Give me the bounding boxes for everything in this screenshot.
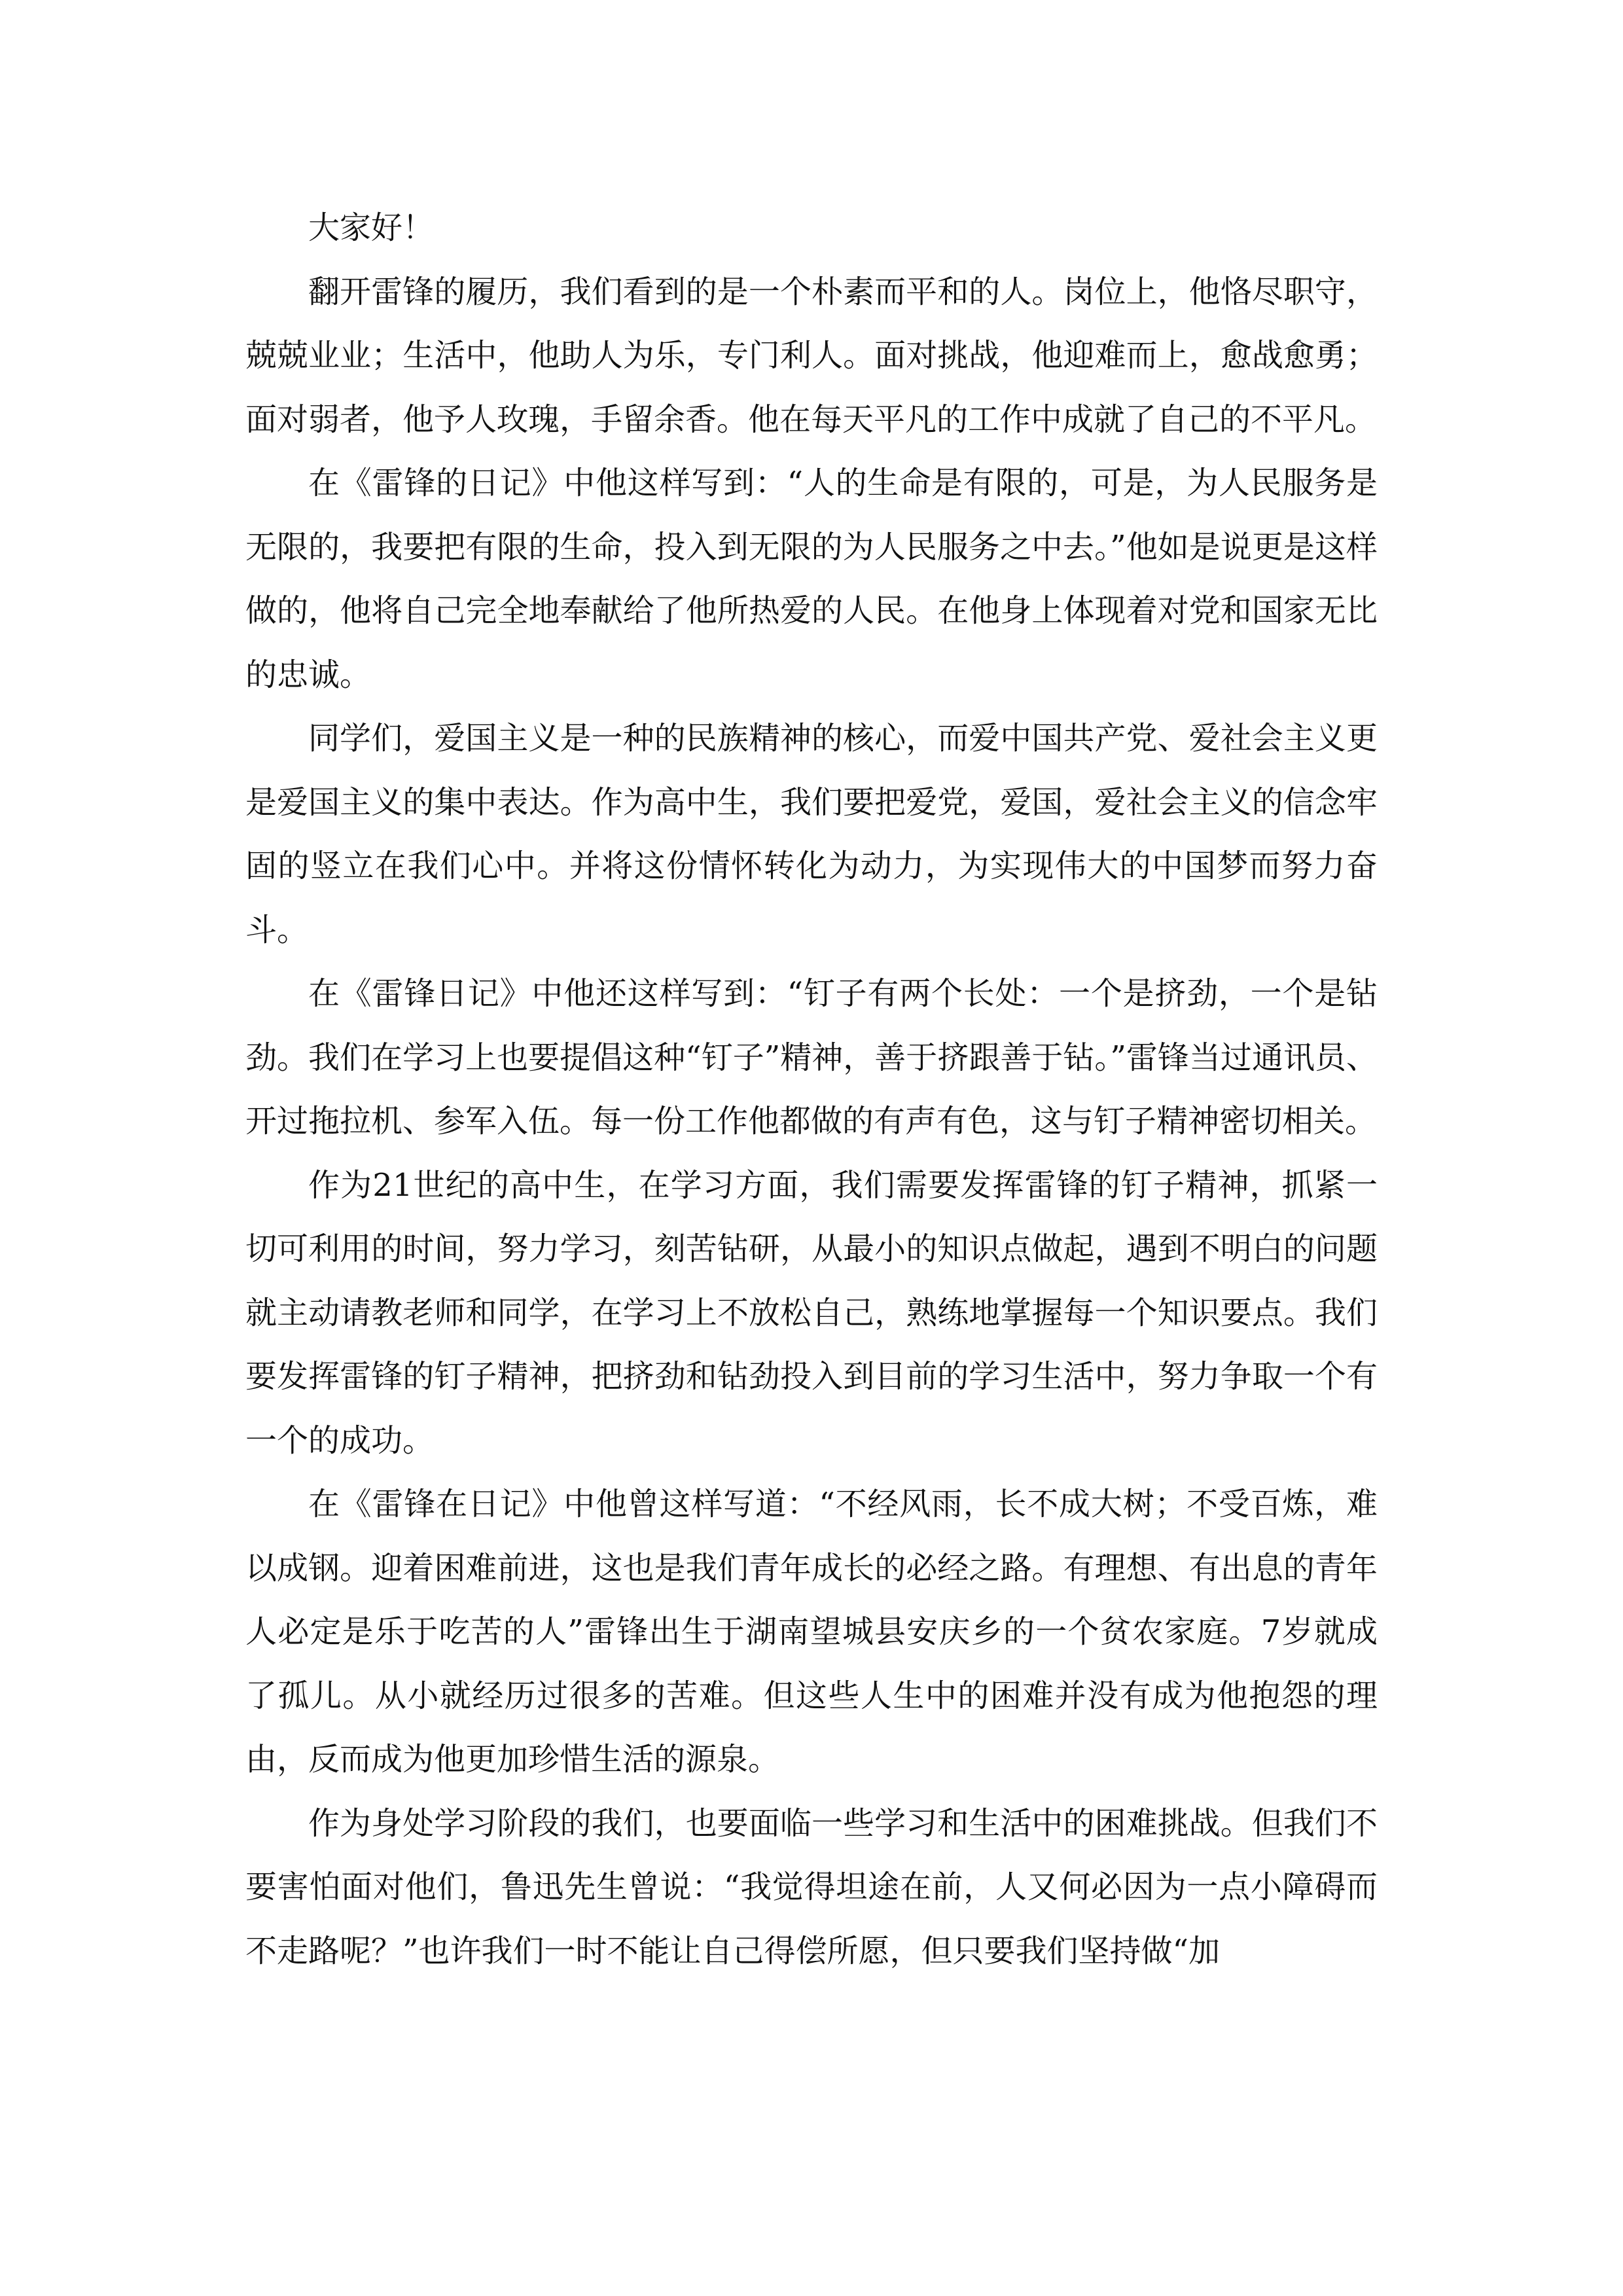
paragraph-diary-quote-3: 在《雷锋在日记》中他曾这样写道：“不经风雨，长不成大树；不受百炼，难以成钢。迎着困难前进，这也是我们青年成长的必经之路。有理想、有出息的青年人必定是乐于吃苦的人”雷锋出生于湖南望城县安庆乡的一个贫农家庭。7岁就成了孤儿。从小就经历过很多的苦难。但这些人生中的困难并没有成为他抱怨的理由，反而成为他更加珍惜生活的源泉。 — [245, 1486, 1378, 1778]
paragraph-diary-quote-2: 在《雷锋日记》中他还这样写到：“钉子有两个长处：一个是挤劲，一个是钻劲。我们在学习上也要提倡这种“钉子”精神，善于挤跟善于钻。”雷锋当过通讯员、开过拖拉机、参军入伍。每一份工作他都做的有声有色，这与钉子精神密切相关。 — [245, 975, 1378, 1139]
speech-text — [245, 196, 1378, 1983]
paragraph-challenges: 作为身处学习阶段的我们，也要面临一些学习和生活中的困难挑战。但我们不要害怕面对他们，鲁迅先生曾说：“我觉得坦途在前，人又何必因为一点小障碍而不走路呢？”也许我们一时不能让自己得偿所愿，但只要我们坚持做“加 — [245, 1804, 1378, 1969]
paragraph-study: 作为21世纪的高中生，在学习方面，我们需要发挥雷锋的钉子精神，抓紧一切可利用的时间，努力学习，刻苦钻研，从最小的知识点做起，遇到不明白的问题就主动请教老师和同学，在学习上不放松自己，熟练地掌握每一个知识要点。我们要发挥雷锋的钉子精神，把挤劲和钻劲投入到目前的学习生活中，努力争取一个有一个的成功。 — [245, 1166, 1378, 1459]
paragraph-patriotism: 同学们，爱国主义是一种的民族精神的核心，而爱中国共产党、爱社会主义更是爱国主义的集中表达。作为高中生，我们要把爱党，爱国，爱社会主义的信念牢固的竖立在我们心中。并将这份情怀转化为动力，为实现伟大的中国梦而努力奋斗。 — [245, 720, 1378, 948]
paragraph-diary-quote-1: 在《雷锋的日记》中他这样写到：“人的生命是有限的，可是，为人民服务是无限的，我要把有限的生命，投入到无限的为人民服务之中去。”他如是说更是这样做的，他将自己完全地奉献给了他所热爱的人民。在他身上体现着对党和国家无比的忠诚。 — [245, 465, 1378, 693]
paragraph-greeting: 大家好！ — [308, 209, 435, 246]
paragraph-resume: 翻开雷锋的履历，我们看到的是一个朴素而平和的人。岗位上，他恪尽职守，兢兢业业；生活中，他助人为乐，专门利人。面对挑战，他迎难而上，愈战愈勇；面对弱者，他予人玫瑰，手留余香。他在每天平凡的工作中成就了自己的不平凡。 — [245, 273, 1378, 438]
